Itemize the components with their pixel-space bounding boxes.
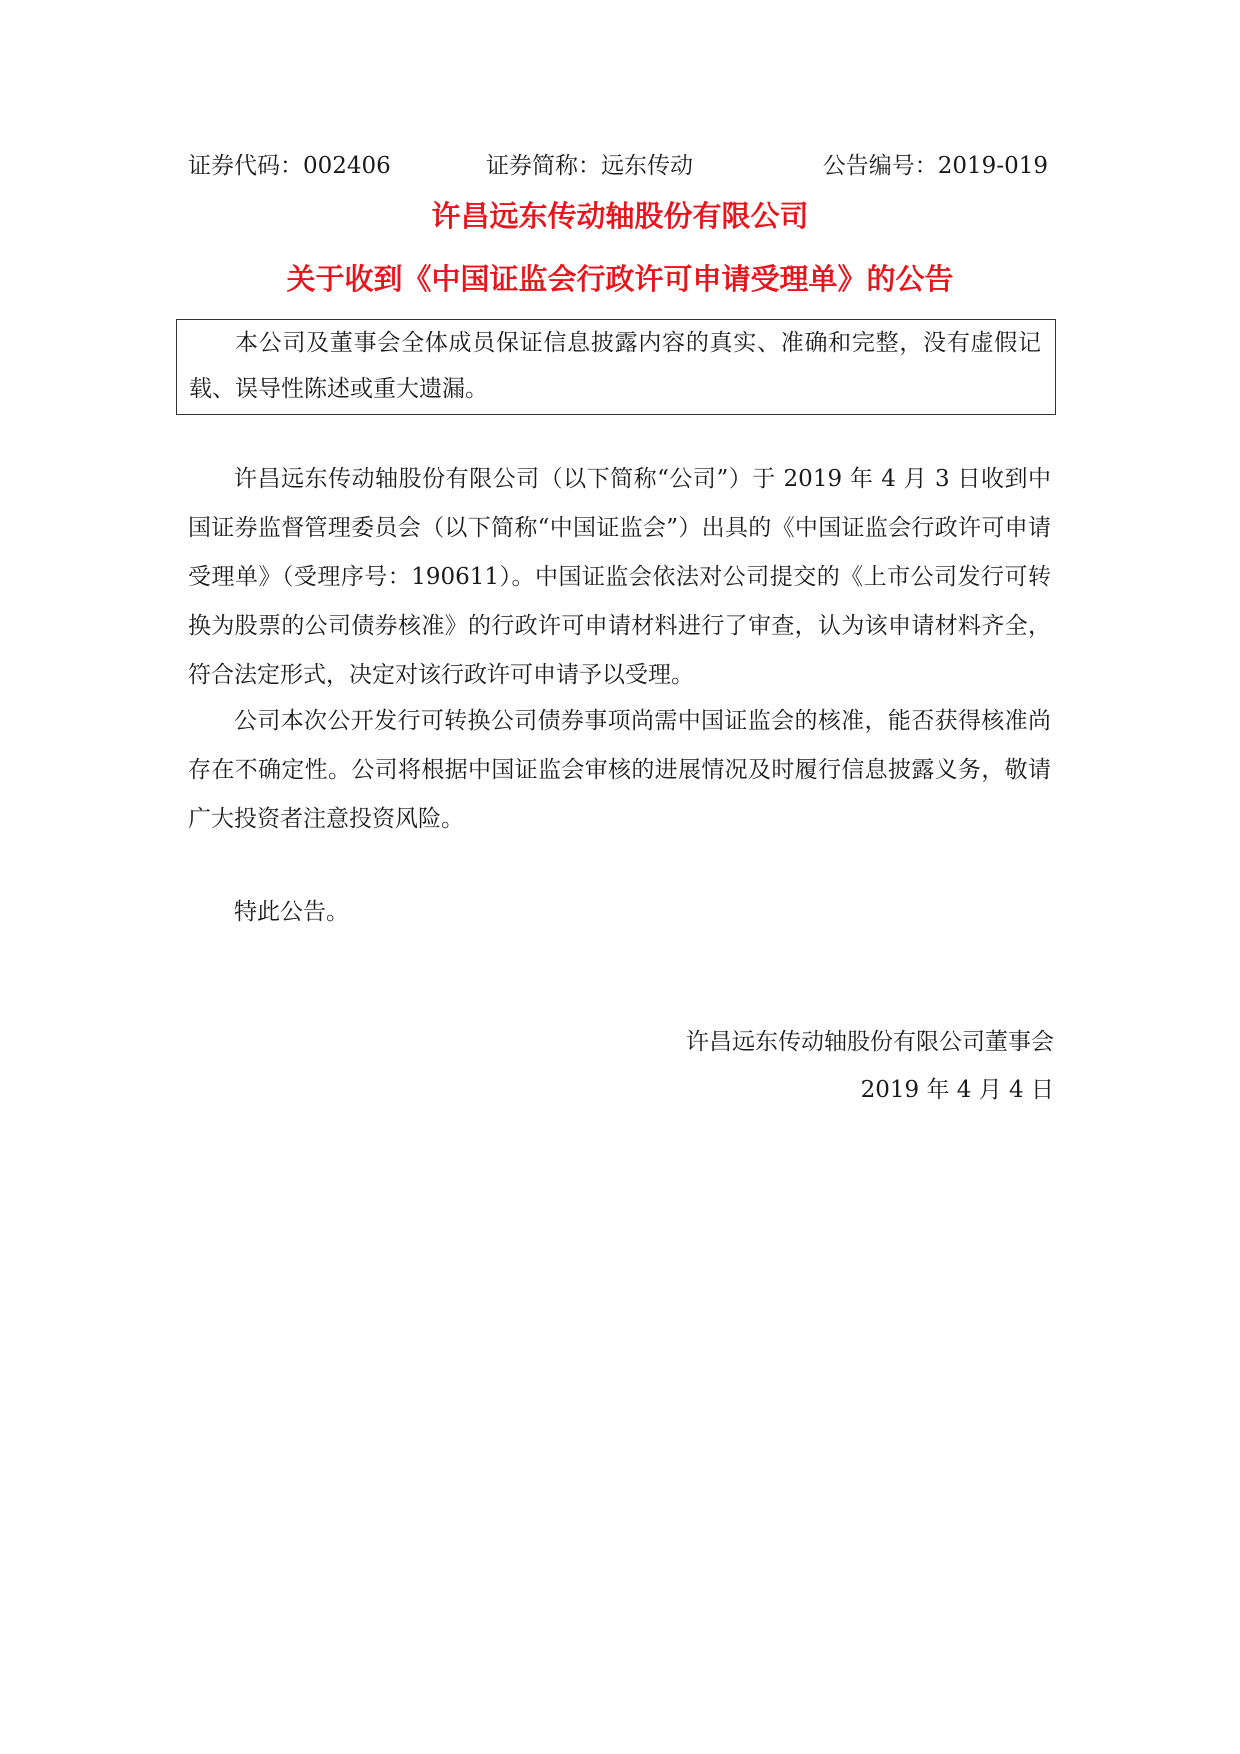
body-paragraph-1: 许昌远东传动轴股份有限公司（以下简称“公司”）于 2019 年 4 月 3 日收到中国证券监督管理委员会（以下简称“中国证监会”）出具的《中国证监会行政许可申请受理单》（受理序号：190611）。中国证监会依法对公司提交的《上市公司发行可转换为股票的公司债券核准》的行政许可申请材料进行了审查，认为该申请材料齐全，符合法定形式，决定对该行政许可申请予以受理。 bbox=[188, 466, 1051, 688]
title-announcement-subject: 关于收到《中国证监会行政许可申请受理单》的公告 bbox=[286, 262, 954, 296]
stock-code: 证券代码：002406 bbox=[188, 153, 391, 179]
stock-short-name: 证券简称：远东传动 bbox=[486, 153, 693, 179]
disclosure-statement-text: 本公司及董事会全体成员保证信息披露内容的真实、准确和完整，没有虚假记载、误导性陈述或重大遗漏。 bbox=[189, 330, 1041, 402]
announcement-number: 公告编号：2019-019 bbox=[822, 153, 1048, 179]
disclosure-statement-box bbox=[176, 319, 1056, 415]
signature-company: 许昌远东传动轴股份有限公司董事会 bbox=[686, 1029, 1054, 1055]
signature-date: 2019 年 4 月 4 日 bbox=[860, 1077, 1054, 1103]
closing-statement: 特此公告。 bbox=[234, 899, 349, 925]
document-header bbox=[188, 148, 1048, 184]
title-company-name: 许昌远东传动轴股份有限公司 bbox=[431, 199, 809, 233]
body-paragraph-2: 公司本次公开发行可转换公司债券事项尚需中国证监会的核准，能否获得核准尚存在不确定性。公司将根据中国证监会审核的进展情况及时履行信息披露义务，敬请广大投资者注意投资风险。 bbox=[188, 708, 1051, 832]
